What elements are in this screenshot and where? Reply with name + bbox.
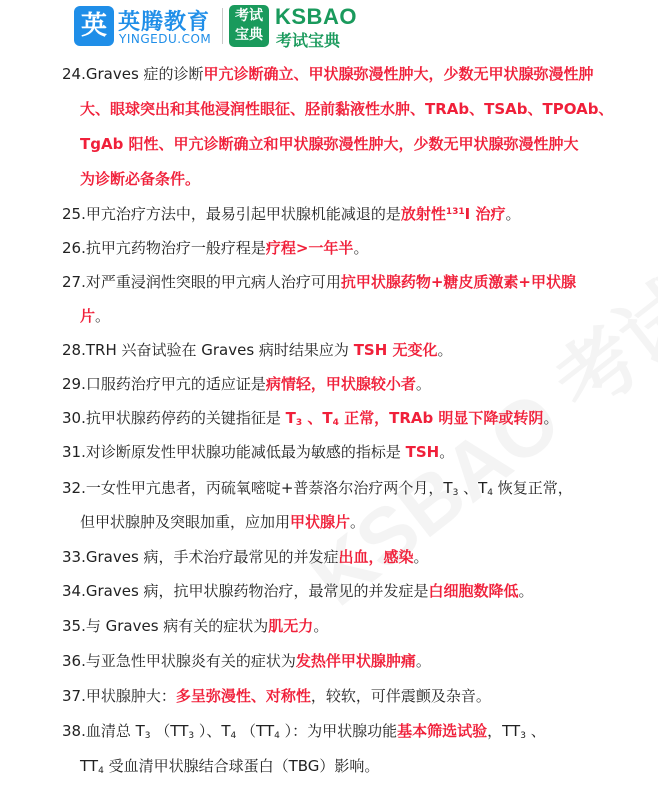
item-33-highlight: 出血，感染 (338, 548, 414, 566)
ksbao-logo-top: 考试 (235, 8, 263, 24)
item-36: 36.与亚急性甲状腺炎有关的症状为发热伴甲状腺肿痛。 (62, 652, 431, 670)
item-31-highlight: TSH (405, 443, 440, 461)
item-31: 31.对诊断原发性甲状腺功能减低最为敏感的指标是 TSH。 (62, 443, 455, 461)
item-30-highlight: $T_3$ 、$T_4$ 正常，TRAb 明显下降或转阴 (285, 409, 544, 428)
item-38-line-2: $TT_4$ 受血清甲状腺结合球蛋白（TBG）影响。 (80, 757, 380, 776)
item-24-line-1 (62, 64, 594, 84)
item-34-text: 34.Graves 病，抗甲状腺药物治疗，最常见的并发症是 (62, 582, 429, 600)
item-38-text: 38.血清总 T (62, 722, 145, 740)
item-30-text: 30.抗甲状腺药停药的关键指征是 (62, 409, 286, 427)
logo-divider (222, 8, 223, 44)
yingedu-logo-icon[interactable]: 英 (74, 6, 114, 46)
item-37-highlight: 多呈弥漫性、对称性 (175, 687, 311, 705)
item-25-text: 25.甲亢治疗方法中，最易引起甲状腺机能减退的是 (62, 205, 401, 223)
item-35: 35.与 Graves 病有关的症状为肌无力。 (62, 617, 329, 635)
ksbao-logo-icon[interactable] (229, 5, 269, 47)
item-36-text: 36.与亚急性甲状腺炎有关的症状为 (62, 652, 296, 670)
item-24-highlight: 甲亢诊断确立、甲状腺弥漫性肿大，少数无甲状腺弥漫性肿 (203, 65, 594, 83)
ksbao-brand-subtitle: 考试宝典 (276, 31, 341, 50)
item-32-line-1: 32.一女性甲亢患者，丙硫氧嘧啶+普萘洛尔治疗两个月，$T_3$ 、$T_4$ 恢复正常， (62, 479, 573, 498)
item-25: 25.甲亢治疗方法中，最易引起甲状腺机能减退的是放射性$^{131}$I 治疗。 (62, 205, 521, 223)
item-32-line-2: 但甲状腺肿及突眼加重，应加用甲状腺片。 (80, 513, 366, 531)
item-24-line-3 (80, 134, 579, 154)
item-27-line-1 (62, 272, 576, 292)
item-28: 28.TRH 兴奋试验在 Graves 病时结果应为 TSH 无变化。 (62, 341, 453, 359)
item-32-text: 32.一女性甲亢患者，丙硫氧嘧啶+普萘洛尔治疗两个月，T (62, 479, 453, 497)
item-24-line-4 (80, 169, 200, 189)
item-35-text: 35.与 Graves 病有关的症状为 (62, 617, 269, 635)
item-27-highlight: 片 (80, 307, 96, 325)
item-33-text: 33.Graves 病，手术治疗最常见的并发症 (62, 548, 339, 566)
item-27-highlight: 抗甲状腺药物+糖皮质激素+甲状腺 (340, 273, 576, 291)
item-27-line-2: 片。 (80, 307, 111, 325)
item-26-highlight: 疗程>一年半 (265, 239, 354, 257)
item-29-text: 29.口服药治疗甲亢的适应证是 (62, 375, 266, 393)
item-28-text: 28.TRH 兴奋试验在 Graves 病时结果应为 (62, 341, 354, 359)
item-33: 33.Graves 病，手术治疗最常见的并发症出血，感染。 (62, 548, 429, 566)
item-24-line-2 (80, 99, 613, 119)
item-28-highlight: TSH 无变化 (353, 341, 438, 359)
ksbao-brand-name: KSBAO (275, 4, 357, 29)
item-30: 30.抗甲状腺药停药的关键指征是 $T_3$ 、$T_4$ 正常，TRAb 明显下降或转阴。 (62, 409, 559, 428)
item-32-highlight: 甲状腺片 (290, 513, 351, 531)
item-31-text: 31.对诊断原发性甲状腺功能减低最为敏感的指标是 (62, 443, 406, 461)
item-24-text: 24.Graves 症的诊断 (62, 65, 204, 83)
item-27-text: 27.对严重浸润性突眼的甲亢病人治疗可用 (62, 273, 341, 291)
item-24-highlight: 大、眼球突出和其他浸润性眼征、胫前黏液性水肿、TRAb、TSAb、TPOAb、 (80, 100, 614, 118)
item-24-highlight: TgAb 阳性、甲亢诊断确立和甲状腺弥漫性肿大，少数无甲状腺弥漫性肿大 (80, 135, 579, 153)
item-34: 34.Graves 病，抗甲状腺药物治疗，最常见的并发症是白细胞数降低。 (62, 582, 534, 600)
item-24-highlight: 为诊断必备条件。 (80, 170, 201, 188)
yingedu-domain: YINGEDU.COM (119, 32, 212, 46)
item-34-highlight: 白细胞数降低 (428, 582, 519, 600)
yingedu-brand-name: 英腾教育 (118, 10, 211, 35)
item-35-highlight: 肌无力 (268, 617, 314, 635)
item-38-highlight: 基本筛选试验 (397, 722, 488, 740)
item-25-highlight: 放射性$^{131}$I 治疗 (400, 205, 506, 223)
item-37: 37.甲状腺肿大：多呈弥漫性、对称性，较软，可伴震颤及杂音。 (62, 687, 491, 705)
ksbao-logo-bottom: 宝典 (235, 27, 263, 43)
item-26: 26.抗甲亢药物治疗一般疗程是疗程>一年半。 (62, 239, 369, 257)
item-29: 29.口服药治疗甲亢的适应证是病情轻，甲状腺较小者。 (62, 375, 431, 393)
item-36-highlight: 发热伴甲状腺肿痛 (295, 652, 416, 670)
item-37-text: 37.甲状腺肿大： (62, 687, 176, 705)
item-26-text: 26.抗甲亢药物治疗一般疗程是 (62, 239, 266, 257)
item-38-line-1: 38.血清总 $T_3$ （$TT_3$ ）、$T_4$ （$TT_4$ ）：为甲状腺功能基本筛选试验，$TT_3$ 、 (62, 722, 546, 741)
page-header (0, 0, 658, 52)
item-29-highlight: 病情轻，甲状腺较小者 (265, 375, 416, 393)
